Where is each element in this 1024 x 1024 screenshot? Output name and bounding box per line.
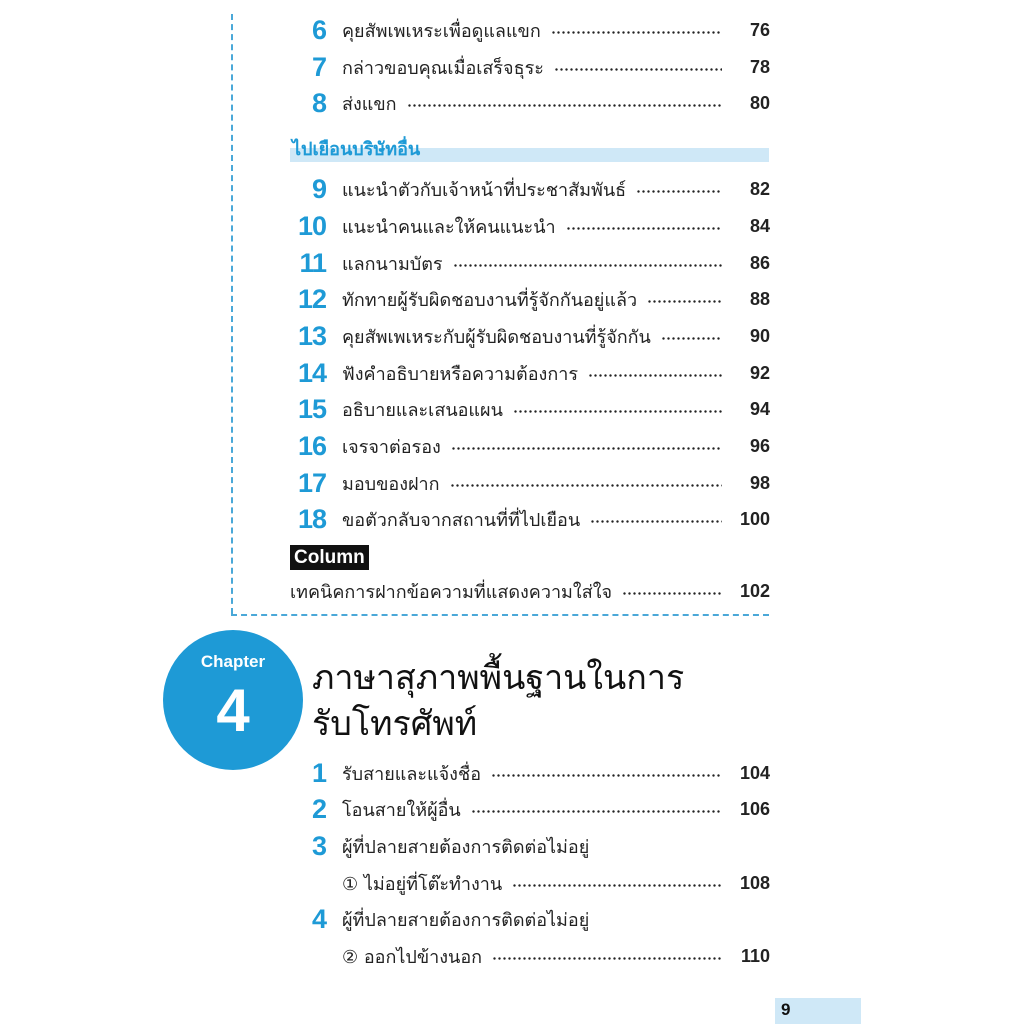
- toc-subentry[interactable]: [290, 938, 770, 974]
- entry-page: 108: [739, 872, 770, 893]
- entry-number: 12: [297, 284, 326, 314]
- entry-subtitle: ① ไม่อยู่ที่โต๊ะทำงาน: [342, 873, 503, 895]
- entry-page: 82: [749, 178, 770, 199]
- column-label: Column: [290, 545, 369, 570]
- leader-dots: [622, 592, 722, 595]
- entry-number: 6: [311, 15, 326, 45]
- entry-title: ฟังคำอธิบายหรือความต้องการ: [342, 363, 578, 385]
- chapter-title: [312, 655, 752, 747]
- toc-entry[interactable]: [290, 391, 770, 427]
- leader-dots: [554, 68, 722, 71]
- toc-entry[interactable]: [290, 281, 770, 317]
- entry-title: กล่าวขอบคุณเมื่อเสร็จธุระ: [342, 57, 544, 79]
- entry-page: 78: [749, 56, 770, 77]
- leader-dots: [661, 337, 722, 340]
- chapter-badge: [163, 630, 303, 770]
- entry-title: เจรจาต่อรอง: [342, 436, 441, 458]
- entry-title: คุยสัพเพเหระเพื่อดูแลแขก: [342, 20, 541, 42]
- toc-entry[interactable]: [290, 49, 770, 85]
- leader-dots: [636, 190, 722, 193]
- entry-title: ผู้ที่ปลายสายต้องการติดต่อไม่อยู่: [342, 836, 590, 858]
- leader-dots: [513, 410, 722, 413]
- entry-page: 100: [739, 508, 770, 529]
- leader-dots: [590, 520, 722, 523]
- toc-entry[interactable]: [290, 755, 770, 791]
- dashed-border-horizontal: [231, 614, 769, 616]
- section-heading: [290, 134, 769, 162]
- entry-number: 17: [297, 468, 326, 498]
- entry-number: 9: [311, 174, 326, 204]
- page-number: 9: [781, 1000, 791, 1019]
- toc-entry[interactable]: [290, 828, 770, 864]
- leader-dots: [588, 374, 722, 377]
- leader-dots: [512, 884, 722, 887]
- entry-number: 14: [297, 358, 326, 388]
- leader-dots: [647, 300, 722, 303]
- toc-entry[interactable]: [290, 318, 770, 354]
- entry-title: ผู้ที่ปลายสายต้องการติดต่อไม่อยู่: [342, 909, 590, 931]
- entry-page: 84: [749, 215, 770, 236]
- entry-number: 4: [311, 904, 326, 934]
- entry-page: 88: [749, 288, 770, 309]
- toc-entry[interactable]: [290, 12, 770, 48]
- entry-number: 16: [297, 431, 326, 461]
- entry-number: 15: [297, 394, 326, 424]
- entry-number: 8: [311, 88, 326, 118]
- entry-title: แลกนามบัตร: [342, 253, 443, 275]
- entry-title: แนะนำคนและให้คนแนะนำ: [342, 216, 556, 238]
- entry-title: อธิบายและเสนอแผน: [342, 399, 503, 421]
- entry-number: 18: [297, 504, 326, 534]
- toc-subentry[interactable]: [290, 865, 770, 901]
- toc-entry[interactable]: [290, 465, 770, 501]
- toc-entry[interactable]: [290, 171, 770, 207]
- entry-page: 96: [749, 435, 770, 456]
- entry-title: มอบของฝาก: [342, 473, 440, 495]
- entry-title: โอนสายให้ผู้อื่น: [342, 799, 461, 821]
- dashed-border-vertical: [231, 14, 233, 614]
- leader-dots: [551, 31, 722, 34]
- entry-number: 3: [311, 831, 326, 861]
- leader-dots: [407, 104, 722, 107]
- entry-title: เทคนิคการฝากข้อความที่แสดงความใส่ใจ: [290, 581, 613, 603]
- entry-title: รับสายและแจ้งชื่อ: [342, 763, 481, 785]
- entry-page: 80: [749, 92, 770, 113]
- leader-dots: [492, 957, 722, 960]
- entry-number: 1: [311, 758, 326, 788]
- leader-dots: [491, 774, 722, 777]
- entry-number: 2: [311, 794, 326, 824]
- section-title: ไปเยือนบริษัทอื่น: [292, 139, 421, 160]
- entry-page: 90: [749, 325, 770, 346]
- entry-page: 86: [749, 252, 770, 273]
- page-number-box: [775, 998, 861, 1024]
- toc-entry[interactable]: [290, 355, 770, 391]
- entry-number: 13: [297, 321, 326, 351]
- entry-page: 110: [740, 945, 770, 966]
- entry-page: 102: [739, 580, 770, 601]
- toc-entry[interactable]: [290, 501, 770, 537]
- entry-number: 10: [297, 211, 326, 241]
- leader-dots: [471, 810, 722, 813]
- entry-title: ทักทายผู้รับผิดชอบงานที่รู้จักกันอยู่แล้ว: [342, 289, 638, 311]
- toc-entry-column[interactable]: [290, 573, 770, 609]
- entry-title: ส่งแขก: [342, 93, 397, 115]
- leader-dots: [566, 227, 722, 230]
- toc-entry[interactable]: [290, 428, 770, 464]
- toc-entry[interactable]: [290, 208, 770, 244]
- toc-entry[interactable]: [290, 85, 770, 121]
- entry-subtitle: ② ออกไปข้างนอก: [342, 946, 483, 968]
- entry-page: 98: [749, 472, 770, 493]
- entry-page: 94: [749, 398, 770, 419]
- chapter-label: Chapter: [200, 652, 266, 671]
- chapter-number: 4: [216, 677, 250, 744]
- entry-page: 104: [739, 762, 770, 783]
- entry-title: คุยสัพเพเหระกับผู้รับผิดชอบงานที่รู้จักกัน: [342, 326, 651, 348]
- entry-title: แนะนำตัวกับเจ้าหน้าที่ประชาสัมพันธ์: [342, 179, 627, 201]
- entry-title: ขอตัวกลับจากสถานที่ที่ไปเยือน: [342, 509, 581, 531]
- entry-page: 106: [739, 798, 770, 819]
- leader-dots: [453, 264, 722, 267]
- chapter-title-line2: รับโทรศัพท์: [312, 704, 478, 744]
- toc-entry[interactable]: [290, 901, 770, 937]
- entry-number: 11: [299, 248, 326, 278]
- toc-entry[interactable]: [290, 791, 770, 827]
- chapter-title-line1: ภาษาสุภาพพื้นฐานในการ: [312, 658, 685, 698]
- leader-dots: [451, 447, 722, 450]
- leader-dots: [450, 484, 722, 487]
- entry-page: 76: [749, 19, 770, 40]
- toc-entry[interactable]: [290, 245, 770, 281]
- entry-page: 92: [749, 362, 770, 383]
- entry-number: 7: [311, 52, 326, 82]
